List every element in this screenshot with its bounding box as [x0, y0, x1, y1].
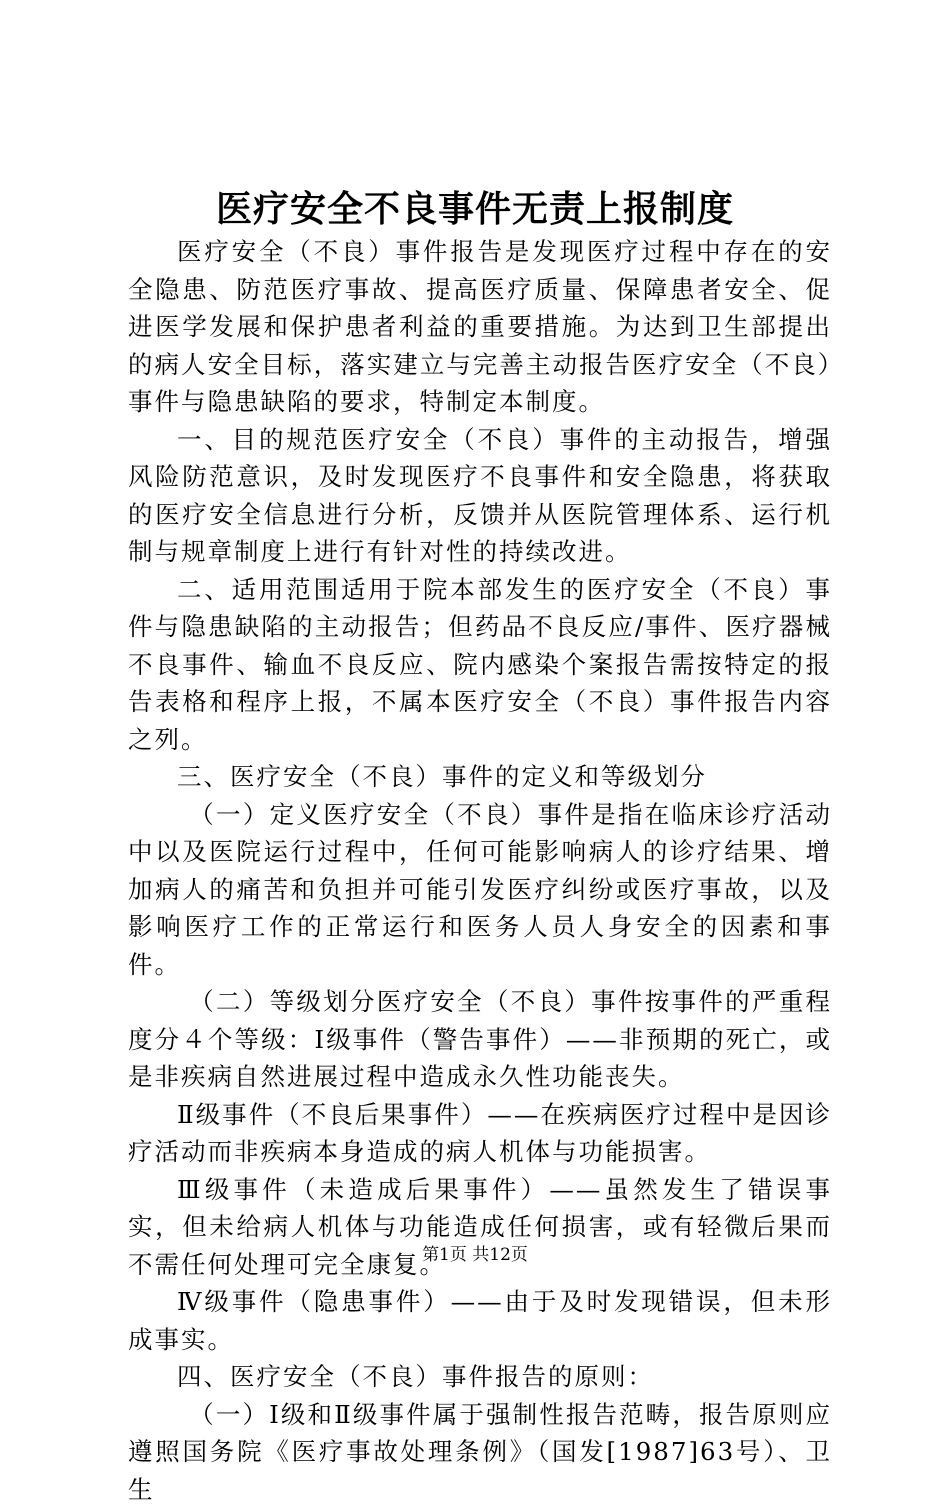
paragraph-definition: （一）定义医疗安全（不良）事件是指在临床诊疗活动中以及医院运行过程中，任何可能影响病人的诊疗结果、增加病人的痛苦和负担并可能引发医疗纠纷或医疗事故，以及影响医疗工作的正常运行和医务人员人身安全的因素和事件。 [128, 796, 832, 984]
paragraph-purpose: 一、目的规范医疗安全（不良）事件的主动报告，增强风险防范意识，及时发现医疗不良事件和安全隐患，将获取的医疗安全信息进行分析，反馈并从医院管理体系、运行机制与规章制度上进行有针对性的持续改进。 [128, 421, 832, 571]
section-heading-principles: 四、医疗安全（不良）事件报告的原则： [128, 1358, 832, 1396]
paragraph-intro: 医疗安全（不良）事件报告是发现医疗过程中存在的安全隐患、防范医疗事故、提高医疗质量、保障患者安全、促进医学发展和保护患者利益的重要措施。为达到卫生部提出的病人安全目标，落实建立与完善主动报告医疗安全（不良）事件与隐患缺陷的要求，特制定本制度。 [128, 233, 832, 421]
paragraph-grading: （二）等级划分医疗安全（不良）事件按事件的严重程度分４个等级：Ⅰ级事件（警告事件）——非预期的死亡，或是非疾病自然进展过程中造成永久性功能丧失。 [128, 983, 832, 1096]
section-heading-definition: 三、医疗安全（不良）事件的定义和等级划分 [128, 758, 832, 796]
paragraph-principle-1: （一）Ⅰ级和Ⅱ级事件属于强制性报告范畴，报告原则应遵照国务院《医疗事故处理条例》（国发[1987]63号）、卫生 [128, 1396, 832, 1508]
paragraph-scope: 二、适用范围适用于院本部发生的医疗安全（不良）事件与隐患缺陷的主动报告；但药品不良反应/事件、医疗器械不良事件、输血不良反应、院内感染个案报告需按特定的报告表格和程序上报，不属本医疗安全（不良）事件报告内容之列。 [128, 571, 832, 759]
document-title: 医疗安全不良事件无责上报制度 [0, 185, 950, 233]
paragraph-level-4: Ⅳ级事件（隐患事件）——由于及时发现错误，但未形成事实。 [128, 1283, 832, 1358]
paragraph-level-3: Ⅲ级事件（未造成后果事件）——虽然发生了错误事实，但未给病人机体与功能造成任何损害，或有轻微后果而不需任何处理可完全康复。 [128, 1171, 832, 1284]
page-number-footer: 第1页 共12页 [0, 1243, 950, 1267]
document-body [128, 233, 832, 1508]
paragraph-level-2: Ⅱ级事件（不良后果事件）——在疾病医疗过程中是因诊疗活动而非疾病本身造成的病人机体与功能损害。 [128, 1096, 832, 1171]
